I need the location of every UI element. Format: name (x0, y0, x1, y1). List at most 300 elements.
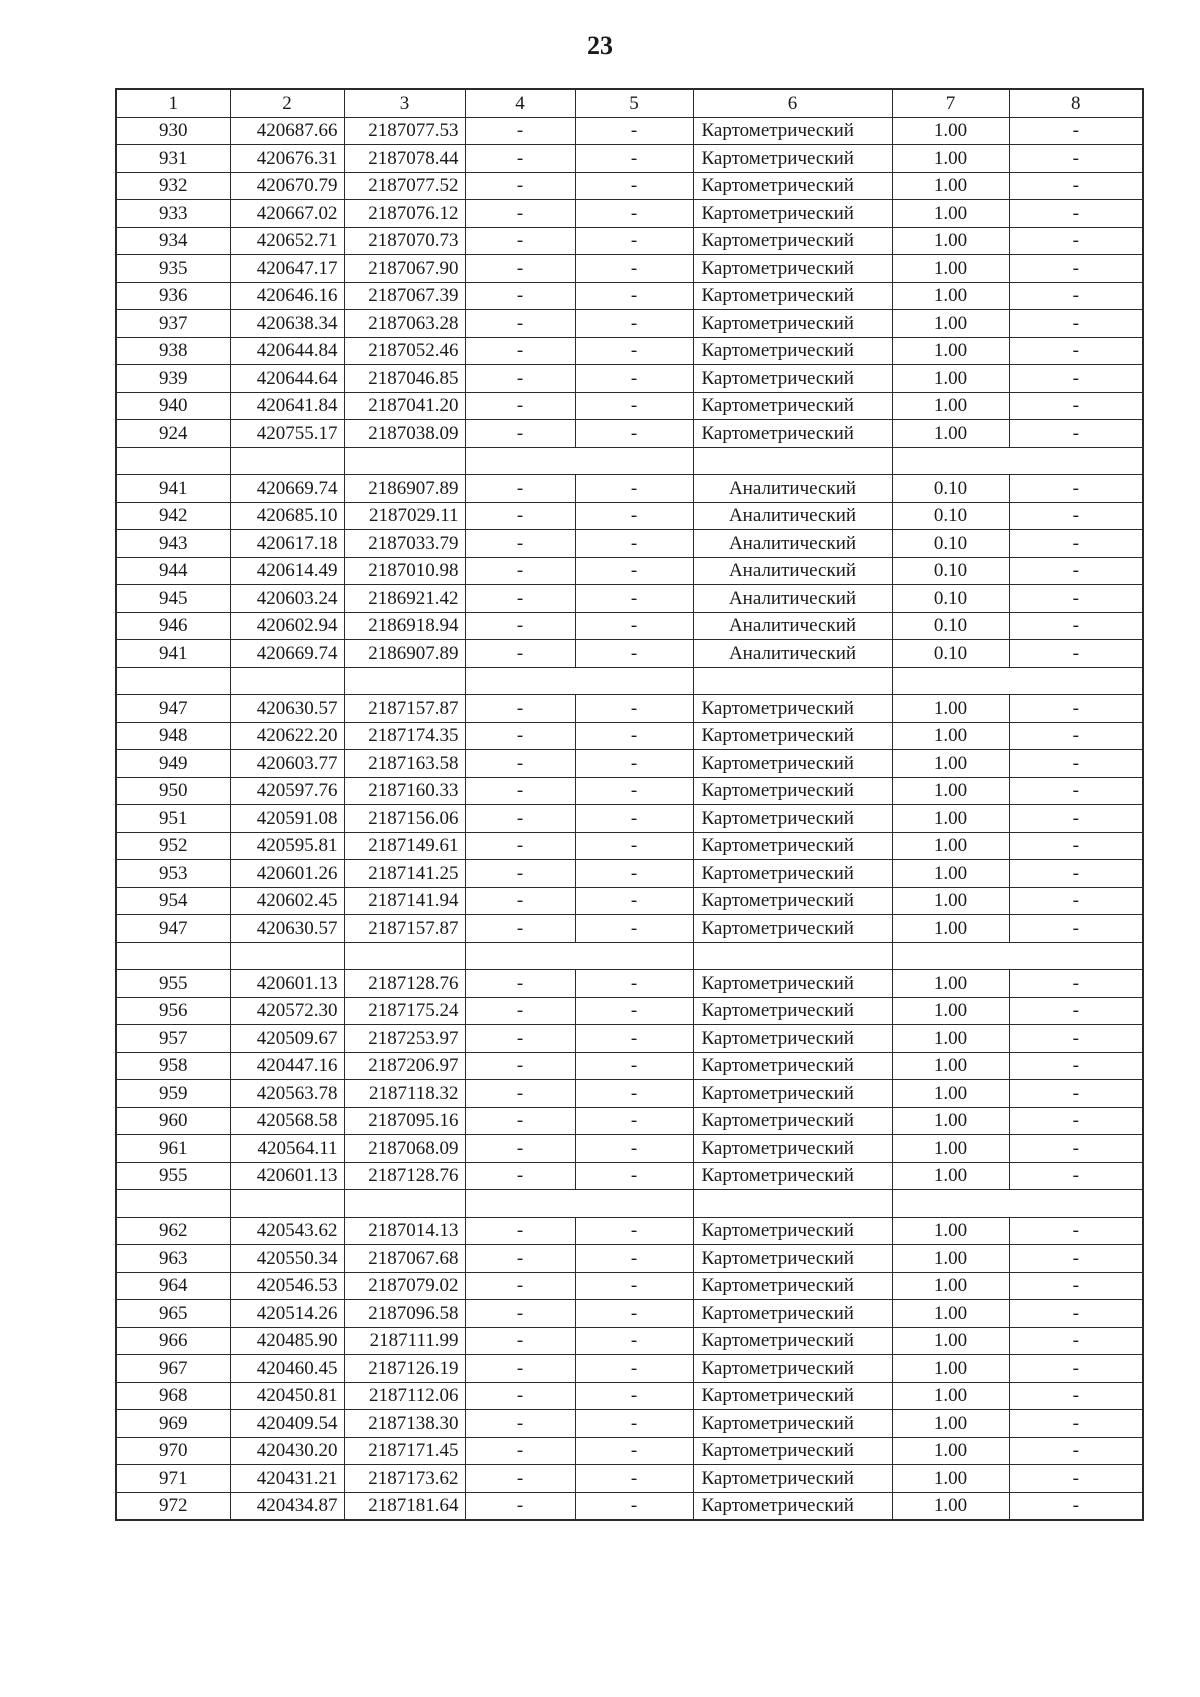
table-row (116, 1382, 1143, 1410)
point-number-cell: 957 (116, 1025, 230, 1053)
col5-cell: - (575, 255, 693, 283)
method-cell: Картометрический (693, 805, 892, 833)
method-cell: Картометрический (693, 365, 892, 393)
table-row (116, 530, 1143, 558)
table-row (116, 1437, 1143, 1465)
accuracy-cell: 0.10 (892, 530, 1009, 558)
col5-cell: - (575, 1382, 693, 1410)
col8-cell: - (1009, 365, 1143, 393)
col5-cell: - (575, 557, 693, 585)
accuracy-cell: 1.00 (892, 887, 1009, 915)
column-header: 2 (230, 89, 344, 117)
y-coordinate-cell: 2187141.94 (344, 887, 465, 915)
point-number-cell: 940 (116, 392, 230, 420)
separator-row (116, 942, 1143, 970)
x-coordinate-cell: 420638.34 (230, 310, 344, 338)
y-coordinate-cell: 2187077.53 (344, 117, 465, 145)
point-number-cell: 956 (116, 997, 230, 1025)
point-number-cell: 964 (116, 1272, 230, 1300)
accuracy-cell: 1.00 (892, 1080, 1009, 1108)
x-coordinate-cell: 420603.77 (230, 750, 344, 778)
x-coordinate-cell: 420602.94 (230, 612, 344, 640)
method-cell: Картометрический (693, 1245, 892, 1273)
x-coordinate-cell: 420670.79 (230, 172, 344, 200)
x-coordinate-cell: 420630.57 (230, 915, 344, 943)
y-coordinate-cell: 2187067.90 (344, 255, 465, 283)
accuracy-cell: 1.00 (892, 860, 1009, 888)
accuracy-cell: 1.00 (892, 1272, 1009, 1300)
table-row (116, 860, 1143, 888)
col8-cell: - (1009, 612, 1143, 640)
y-coordinate-cell: 2187095.16 (344, 1107, 465, 1135)
col8-cell: - (1009, 970, 1143, 998)
method-cell: Аналитический (693, 530, 892, 558)
accuracy-cell: 0.10 (892, 502, 1009, 530)
col8-cell: - (1009, 585, 1143, 613)
col4-cell (465, 1190, 575, 1218)
point-number-cell: 931 (116, 145, 230, 173)
col4-cell: - (465, 200, 575, 228)
point-number-cell: 959 (116, 1080, 230, 1108)
table-row (116, 1107, 1143, 1135)
col8-cell: - (1009, 722, 1143, 750)
table-row (116, 915, 1143, 943)
col8-cell (1009, 1190, 1143, 1218)
y-coordinate-cell: 2187181.64 (344, 1492, 465, 1520)
col8-cell: - (1009, 255, 1143, 283)
col8-cell: - (1009, 310, 1143, 338)
x-coordinate-cell: 420647.17 (230, 255, 344, 283)
point-number-cell: 944 (116, 557, 230, 585)
col5-cell: - (575, 475, 693, 503)
col4-cell: - (465, 750, 575, 778)
col4-cell: - (465, 530, 575, 558)
table-row (116, 750, 1143, 778)
method-cell (693, 942, 892, 970)
accuracy-cell: 1.00 (892, 1465, 1009, 1493)
table-row (116, 1162, 1143, 1190)
point-number-cell: 941 (116, 475, 230, 503)
y-coordinate-cell: 2187156.06 (344, 805, 465, 833)
separator-row (116, 667, 1143, 695)
table-body (116, 117, 1143, 1520)
method-cell: Аналитический (693, 502, 892, 530)
y-coordinate-cell: 2187163.58 (344, 750, 465, 778)
y-coordinate-cell: 2187076.12 (344, 200, 465, 228)
method-cell: Картометрический (693, 1135, 892, 1163)
point-number-cell: 954 (116, 887, 230, 915)
col5-cell: - (575, 750, 693, 778)
x-coordinate-cell: 420630.57 (230, 695, 344, 723)
y-coordinate-cell: 2187052.46 (344, 337, 465, 365)
point-number-cell: 961 (116, 1135, 230, 1163)
x-coordinate-cell: 420543.62 (230, 1217, 344, 1245)
col8-cell: - (1009, 1217, 1143, 1245)
method-cell: Картометрический (693, 172, 892, 200)
y-coordinate-cell: 2187079.02 (344, 1272, 465, 1300)
table-row (116, 337, 1143, 365)
accuracy-cell: 1.00 (892, 1107, 1009, 1135)
col8-cell: - (1009, 1465, 1143, 1493)
y-coordinate-cell: 2187077.52 (344, 172, 465, 200)
method-cell: Картометрический (693, 255, 892, 283)
x-coordinate-cell: 420431.21 (230, 1465, 344, 1493)
y-coordinate-cell (344, 447, 465, 475)
col8-cell: - (1009, 1025, 1143, 1053)
col8-cell: - (1009, 282, 1143, 310)
accuracy-cell: 0.10 (892, 612, 1009, 640)
y-coordinate-cell: 2187068.09 (344, 1135, 465, 1163)
point-number-cell: 930 (116, 117, 230, 145)
point-number-cell: 936 (116, 282, 230, 310)
col4-cell: - (465, 1327, 575, 1355)
y-coordinate-cell: 2187070.73 (344, 227, 465, 255)
col8-cell: - (1009, 557, 1143, 585)
col8-cell: - (1009, 1135, 1143, 1163)
point-number-cell: 935 (116, 255, 230, 283)
y-coordinate-cell: 2186918.94 (344, 612, 465, 640)
table-row (116, 365, 1143, 393)
accuracy-cell: 1.00 (892, 997, 1009, 1025)
y-coordinate-cell: 2187128.76 (344, 1162, 465, 1190)
col8-cell: - (1009, 1437, 1143, 1465)
method-cell (693, 667, 892, 695)
table-row (116, 832, 1143, 860)
col4-cell: - (465, 722, 575, 750)
accuracy-cell (892, 447, 1009, 475)
x-coordinate-cell (230, 447, 344, 475)
method-cell: Картометрический (693, 1437, 892, 1465)
y-coordinate-cell: 2187171.45 (344, 1437, 465, 1465)
col5-cell: - (575, 1492, 693, 1520)
y-coordinate-cell: 2187173.62 (344, 1465, 465, 1493)
col5-cell: - (575, 1327, 693, 1355)
col8-cell: - (1009, 1492, 1143, 1520)
method-cell: Картометрический (693, 1492, 892, 1520)
col8-cell: - (1009, 1327, 1143, 1355)
col5-cell: - (575, 612, 693, 640)
col5-cell: - (575, 1465, 693, 1493)
y-coordinate-cell: 2187253.97 (344, 1025, 465, 1053)
col5-cell: - (575, 117, 693, 145)
point-number-cell: 947 (116, 695, 230, 723)
column-header: 8 (1009, 89, 1143, 117)
y-coordinate-cell: 2186907.89 (344, 475, 465, 503)
x-coordinate-cell: 420601.26 (230, 860, 344, 888)
col4-cell (465, 667, 575, 695)
table-row (116, 502, 1143, 530)
col8-cell: - (1009, 502, 1143, 530)
table-row (116, 1217, 1143, 1245)
y-coordinate-cell: 2187041.20 (344, 392, 465, 420)
method-cell: Картометрический (693, 310, 892, 338)
x-coordinate-cell: 420646.16 (230, 282, 344, 310)
col5-cell (575, 1190, 693, 1218)
x-coordinate-cell: 420669.74 (230, 640, 344, 668)
col4-cell: - (465, 1080, 575, 1108)
col5-cell: - (575, 585, 693, 613)
x-coordinate-cell: 420687.66 (230, 117, 344, 145)
method-cell (693, 1190, 892, 1218)
col4-cell: - (465, 1107, 575, 1135)
method-cell: Картометрический (693, 1410, 892, 1438)
col8-cell (1009, 447, 1143, 475)
accuracy-cell (892, 942, 1009, 970)
col5-cell (575, 667, 693, 695)
method-cell: Картометрический (693, 337, 892, 365)
col8-cell: - (1009, 860, 1143, 888)
accuracy-cell: 0.10 (892, 640, 1009, 668)
table-row (116, 1245, 1143, 1273)
point-number-cell: 933 (116, 200, 230, 228)
y-coordinate-cell: 2187112.06 (344, 1382, 465, 1410)
col4-cell: - (465, 1465, 575, 1493)
col4-cell: - (465, 887, 575, 915)
point-number-cell (116, 942, 230, 970)
x-coordinate-cell: 420667.02 (230, 200, 344, 228)
method-cell: Картометрический (693, 392, 892, 420)
col5-cell: - (575, 337, 693, 365)
method-cell: Картометрический (693, 117, 892, 145)
accuracy-cell: 1.00 (892, 1300, 1009, 1328)
col4-cell: - (465, 1437, 575, 1465)
col5-cell: - (575, 200, 693, 228)
table-row (116, 1492, 1143, 1520)
col8-cell: - (1009, 172, 1143, 200)
y-coordinate-cell: 2186907.89 (344, 640, 465, 668)
method-cell: Картометрический (693, 1025, 892, 1053)
accuracy-cell: 1.00 (892, 337, 1009, 365)
method-cell (693, 447, 892, 475)
accuracy-cell: 1.00 (892, 1217, 1009, 1245)
col5-cell: - (575, 1245, 693, 1273)
accuracy-cell (892, 1190, 1009, 1218)
col5-cell: - (575, 1052, 693, 1080)
accuracy-cell: 1.00 (892, 200, 1009, 228)
table-row (116, 1465, 1143, 1493)
accuracy-cell: 0.10 (892, 475, 1009, 503)
point-number-cell: 941 (116, 640, 230, 668)
point-number-cell: 969 (116, 1410, 230, 1438)
y-coordinate-cell: 2187046.85 (344, 365, 465, 393)
col4-cell: - (465, 172, 575, 200)
col5-cell: - (575, 310, 693, 338)
col5-cell: - (575, 1437, 693, 1465)
table-row (116, 777, 1143, 805)
accuracy-cell: 1.00 (892, 420, 1009, 448)
method-cell: Картометрический (693, 1272, 892, 1300)
point-number-cell: 942 (116, 502, 230, 530)
table-row (116, 887, 1143, 915)
x-coordinate-cell: 420591.08 (230, 805, 344, 833)
point-number-cell: 970 (116, 1437, 230, 1465)
method-cell: Картометрический (693, 1465, 892, 1493)
col8-cell: - (1009, 200, 1143, 228)
accuracy-cell: 0.10 (892, 585, 1009, 613)
method-cell: Картометрический (693, 887, 892, 915)
x-coordinate-cell: 420617.18 (230, 530, 344, 558)
point-number-cell (116, 447, 230, 475)
col8-cell: - (1009, 1080, 1143, 1108)
col4-cell: - (465, 915, 575, 943)
table-header-row (116, 89, 1143, 117)
column-header: 4 (465, 89, 575, 117)
point-number-cell: 939 (116, 365, 230, 393)
point-number-cell: 932 (116, 172, 230, 200)
x-coordinate-cell: 420644.64 (230, 365, 344, 393)
table-row (116, 420, 1143, 448)
col4-cell: - (465, 1135, 575, 1163)
col8-cell: - (1009, 1300, 1143, 1328)
col4-cell: - (465, 475, 575, 503)
col8-cell: - (1009, 475, 1143, 503)
accuracy-cell: 1.00 (892, 1492, 1009, 1520)
x-coordinate-cell (230, 667, 344, 695)
table-row (116, 1272, 1143, 1300)
col4-cell: - (465, 1300, 575, 1328)
col4-cell: - (465, 145, 575, 173)
col5-cell: - (575, 420, 693, 448)
x-coordinate-cell: 420568.58 (230, 1107, 344, 1135)
x-coordinate-cell: 420460.45 (230, 1355, 344, 1383)
y-coordinate-cell: 2187067.39 (344, 282, 465, 310)
col4-cell: - (465, 227, 575, 255)
y-coordinate-cell: 2187111.99 (344, 1327, 465, 1355)
method-cell: Аналитический (693, 640, 892, 668)
table-row (116, 200, 1143, 228)
table-row (116, 997, 1143, 1025)
col5-cell: - (575, 1080, 693, 1108)
x-coordinate-cell: 420564.11 (230, 1135, 344, 1163)
method-cell: Картометрический (693, 145, 892, 173)
table-row (116, 585, 1143, 613)
x-coordinate-cell: 420641.84 (230, 392, 344, 420)
accuracy-cell: 1.00 (892, 1135, 1009, 1163)
table-row (116, 282, 1143, 310)
accuracy-cell: 1.00 (892, 1052, 1009, 1080)
column-header: 6 (693, 89, 892, 117)
y-coordinate-cell: 2187010.98 (344, 557, 465, 585)
point-number-cell: 938 (116, 337, 230, 365)
point-number-cell: 965 (116, 1300, 230, 1328)
x-coordinate-cell: 420572.30 (230, 997, 344, 1025)
y-coordinate-cell: 2187067.68 (344, 1245, 465, 1273)
accuracy-cell: 1.00 (892, 392, 1009, 420)
x-coordinate-cell: 420685.10 (230, 502, 344, 530)
x-coordinate-cell: 420409.54 (230, 1410, 344, 1438)
col8-cell (1009, 667, 1143, 695)
y-coordinate-cell: 2187033.79 (344, 530, 465, 558)
method-cell: Картометрический (693, 970, 892, 998)
col4-cell: - (465, 502, 575, 530)
method-cell: Аналитический (693, 585, 892, 613)
table-row (116, 310, 1143, 338)
point-number-cell: 962 (116, 1217, 230, 1245)
table-row (116, 1135, 1143, 1163)
point-number-cell: 949 (116, 750, 230, 778)
x-coordinate-cell: 420652.71 (230, 227, 344, 255)
col5-cell: - (575, 970, 693, 998)
point-number-cell: 924 (116, 420, 230, 448)
table-row (116, 612, 1143, 640)
accuracy-cell: 1.00 (892, 832, 1009, 860)
col4-cell: - (465, 1272, 575, 1300)
accuracy-cell: 1.00 (892, 1410, 1009, 1438)
point-number-cell: 966 (116, 1327, 230, 1355)
column-header: 1 (116, 89, 230, 117)
x-coordinate-cell: 420669.74 (230, 475, 344, 503)
accuracy-cell: 1.00 (892, 805, 1009, 833)
col4-cell: - (465, 1025, 575, 1053)
col5-cell: - (575, 860, 693, 888)
col4-cell: - (465, 337, 575, 365)
accuracy-cell: 1.00 (892, 227, 1009, 255)
y-coordinate-cell: 2187141.25 (344, 860, 465, 888)
y-coordinate-cell: 2187157.87 (344, 695, 465, 723)
x-coordinate-cell: 420485.90 (230, 1327, 344, 1355)
method-cell: Картометрический (693, 420, 892, 448)
point-number-cell: 952 (116, 832, 230, 860)
table-row (116, 255, 1143, 283)
column-header: 5 (575, 89, 693, 117)
y-coordinate-cell (344, 667, 465, 695)
method-cell: Картометрический (693, 1052, 892, 1080)
col8-cell: - (1009, 1162, 1143, 1190)
table-row (116, 172, 1143, 200)
column-header: 7 (892, 89, 1009, 117)
col4-cell (465, 447, 575, 475)
col4-cell: - (465, 392, 575, 420)
col4-cell: - (465, 1052, 575, 1080)
accuracy-cell: 1.00 (892, 365, 1009, 393)
col5-cell: - (575, 915, 693, 943)
y-coordinate-cell: 2187014.13 (344, 1217, 465, 1245)
x-coordinate-cell: 420595.81 (230, 832, 344, 860)
x-coordinate-cell: 420430.20 (230, 1437, 344, 1465)
method-cell: Картометрический (693, 695, 892, 723)
accuracy-cell: 1.00 (892, 1382, 1009, 1410)
y-coordinate-cell: 2186921.42 (344, 585, 465, 613)
accuracy-cell: 1.00 (892, 172, 1009, 200)
col4-cell: - (465, 970, 575, 998)
col8-cell: - (1009, 695, 1143, 723)
point-number-cell: 948 (116, 722, 230, 750)
col4-cell: - (465, 117, 575, 145)
x-coordinate-cell (230, 942, 344, 970)
point-number-cell: 953 (116, 860, 230, 888)
method-cell: Картометрический (693, 915, 892, 943)
point-number-cell: 946 (116, 612, 230, 640)
column-header: 3 (344, 89, 465, 117)
accuracy-cell: 1.00 (892, 1245, 1009, 1273)
col5-cell: - (575, 145, 693, 173)
col8-cell: - (1009, 145, 1143, 173)
point-number-cell (116, 1190, 230, 1218)
col5-cell: - (575, 1410, 693, 1438)
col5-cell: - (575, 392, 693, 420)
method-cell: Картометрический (693, 997, 892, 1025)
table-row (116, 1300, 1143, 1328)
point-number-cell: 968 (116, 1382, 230, 1410)
y-coordinate-cell: 2187138.30 (344, 1410, 465, 1438)
col4-cell: - (465, 1355, 575, 1383)
coordinates-table (115, 88, 1144, 1521)
accuracy-cell (892, 667, 1009, 695)
y-coordinate-cell: 2187038.09 (344, 420, 465, 448)
x-coordinate-cell: 420644.84 (230, 337, 344, 365)
accuracy-cell: 1.00 (892, 722, 1009, 750)
col4-cell: - (465, 1492, 575, 1520)
